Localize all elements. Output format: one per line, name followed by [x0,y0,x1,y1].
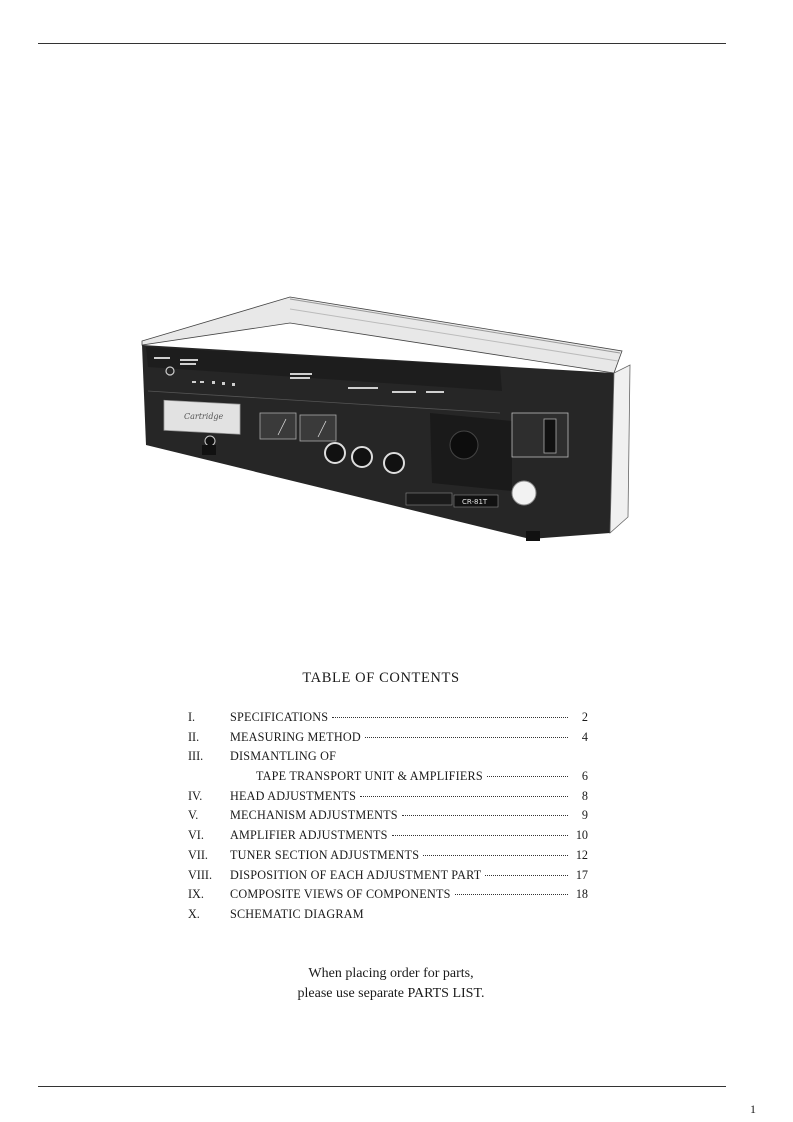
note-line-1: When placing order for parts, [308,966,474,981]
top-rule [38,43,726,44]
toc-dot-leader [332,717,568,718]
toc-entry [188,789,588,809]
toc-entry-number: IV. [188,788,203,803]
toc-entry-title: COMPOSITE VIEWS OF COMPONENTS [230,887,451,902]
toc-entry-page: 9 [581,808,588,823]
bottom-rule [38,1086,726,1087]
toc-entry-number: III. [188,749,204,764]
toc-entry-title: DISPOSITION OF EACH ADJUSTMENT PART [230,867,482,882]
toc-entry-number: X. [188,906,200,921]
toc-entry-number: II. [188,729,200,744]
page-number: 1 [750,1102,756,1116]
toc-entry-number: VII. [188,847,208,862]
toc-entry-number: V. [188,808,199,823]
toc-dot-leader [392,835,568,836]
toc-entry [188,749,588,769]
vu-meter-left [260,413,296,439]
toc-entry-title: HEAD ADJUSTMENTS [230,788,357,803]
toc-entry [188,710,588,730]
table-of-contents [188,710,588,927]
toc-entry-title: SCHEMATIC DIAGRAM [230,906,364,921]
toc-entry [188,808,588,828]
model-badge: CR-81T [462,498,488,506]
toc-entry-number: IX. [188,887,204,902]
toc-dot-leader [423,855,568,856]
toc-entry-page: 10 [575,828,588,843]
toc-dot-leader [455,894,568,895]
toc-entry [188,848,588,868]
toc-entry-number: I. [188,710,196,724]
toc-entry-page: 17 [575,867,588,882]
power-knob [512,481,536,505]
toc-entry [188,887,588,907]
toc-entry [188,828,588,848]
toc-entry-number: VI. [188,828,204,843]
toc-entry [188,868,588,888]
toc-dot-leader [365,737,568,738]
toc-dot-leader [485,875,568,876]
front-foot-right [526,531,540,541]
toc-entry-number: VIII. [188,867,213,882]
product-photo [140,295,632,545]
toc-entry-title: AMPLIFIER ADJUSTMENTS [230,828,388,843]
toc-entry-title: SPECIFICATIONS [230,710,329,724]
toc-entry-page: 18 [575,887,588,902]
toc-entry-title: TAPE TRANSPORT UNIT & AMPLIFIERS [256,769,483,784]
toc-entry-title: MEASURING METHOD [230,729,361,744]
toc-entry-page: 4 [581,729,588,744]
toc-entry [188,769,588,789]
toc-entry-page: 2 [581,710,588,724]
front-foot-left [202,445,216,455]
toc-entry [188,907,588,927]
toc-title: TABLE OF CONTENTS [302,670,460,686]
vu-meter-right [300,415,336,441]
note-line-2: please use separate PARTS LIST. [297,986,485,1001]
toc-entry-page: 8 [581,788,588,803]
toc-entry-title: MECHANISM ADJUSTMENTS [230,808,398,823]
toc-dot-leader [487,776,568,777]
toc-entry-title: DISMANTLING OF [230,749,337,764]
toc-entry-page: 12 [575,847,588,862]
cassette-label: Cartridge [184,412,224,421]
toc-dot-leader [402,815,568,816]
toc-entry-page: 6 [581,769,588,784]
toc-entry [188,730,588,750]
toc-entry-title: TUNER SECTION ADJUSTMENTS [230,847,420,862]
toc-dot-leader [360,796,568,797]
parts-order-note [0,964,782,1004]
